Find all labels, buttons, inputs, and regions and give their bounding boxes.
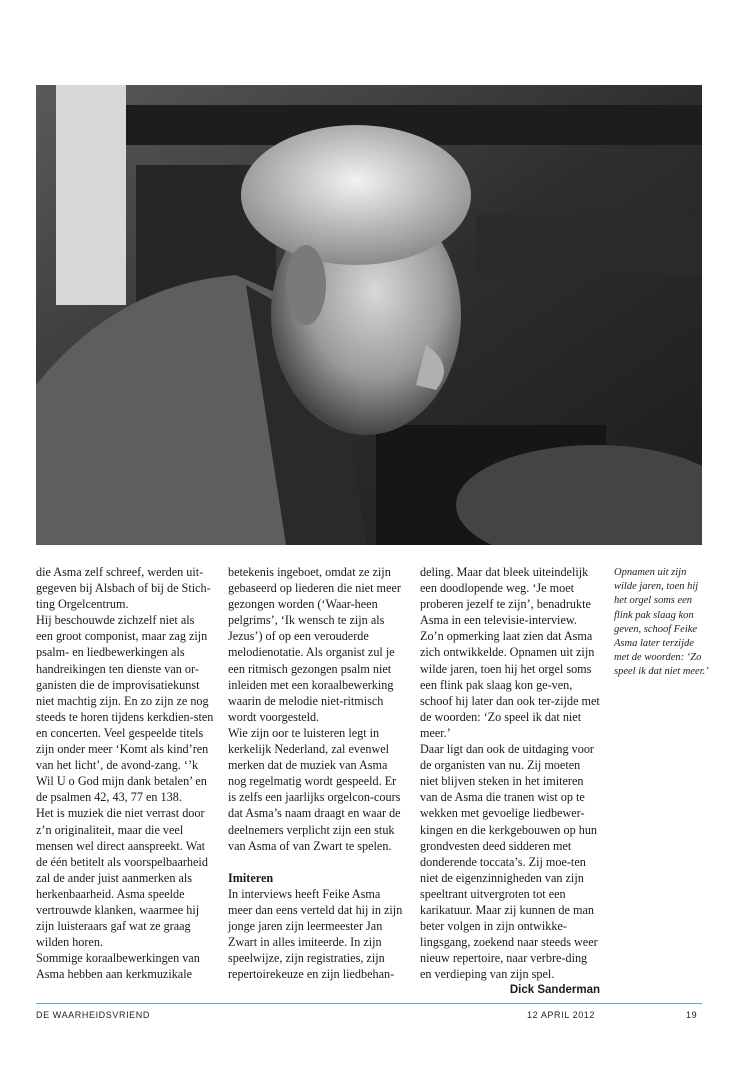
paragraph: In interviews heeft Feike Asma meer dan eens verteld dat hij in zijn jonge jaren zijn leermeester Jan Zwart in alles imiteerde. In zijn speelwijze, zijn registraties, zijn repertoirekeuze en zijn liedbehan- [228, 886, 403, 982]
article-column-3 [420, 564, 600, 999]
footer-date: 12 APRIL 2012 [527, 1010, 596, 1020]
paragraph: die Asma zelf schreef, werden uit-gegeven bij Alsbach of bij de Stich-ting Orgelcentrum. [36, 565, 211, 612]
footer-rule [36, 1003, 702, 1004]
article-column-1 [36, 564, 214, 982]
photo-caption: Opnamen uit zijn wilde jaren, toen hij het orgel soms een flink pak slaag kon geven, schoof Feike Asma later terzijde met de woorden: ‘Zo speel ik dat niet meer.’ [614, 567, 709, 678]
portrait-photo [36, 85, 702, 545]
paragraph: Hij beschouwde zichzelf niet als een groot componist, maar zag zijn psalm- en liedbewerkingen als handreikingen ten dienste van or-ganisten die de improvisatiekunst niet machtig zijn. En zo zijn ze nog steeds te horen tijdens kerkdien-sten en concerten. Veel gespeelde titels zijn onder meer ‘Komt als kind’ren van het licht’, de avond-zang. ‘’k Wil U o God mijn dank betalen’ en de psalmen 42, 43, 77 en 138. [36, 613, 214, 805]
article-column-2 [228, 564, 406, 982]
footer-publication: DE WAARHEIDSVRIEND [36, 1010, 150, 1020]
author-byline: Dick Sanderman [509, 984, 600, 997]
portrait-photo-icon [36, 85, 702, 545]
section-heading: Imiteren [228, 870, 274, 885]
paragraph: Het is muziek die niet verrast door z’n originaliteit, maar die veel mensen wel direct aanspreekt. Wat de één betitelt als voorspelbaarheid zal de ander juist aanmerken als herkenbaarheid. Asma speelde vertrouwde klanken, waarmee hij zijn luisteraars gaf wat ze graag wilden horen. [36, 806, 208, 950]
paragraph: Wie zijn oor te luisteren legt in kerkelijk Nederland, zal evenwel merken dat de muziek van Asma nog regelmatig wordt gespeeld. Er is zelfs een jaarlijks orgelcon-cours dat Asma’s naam draagt en waar de deelnemers verplicht zijn een stuk van Asma of van Zwart te spelen. [228, 725, 401, 853]
paragraph: Daar ligt dan ook de uitdaging voor de organisten van nu. Zij moeten niet blijven steken in het imiteren van de Asma die tranen wist op te wekken met gevoelige liedbewer-kingen en die kerkgebouwen op hun grondvesten deed sidderen met donderende toccata’s. Zij moe-ten niet de eigenzinnigheden van zijn speeltrant uitvergroten tot een karikatuur. Maar zij kunnen de man beter volgen in zijn ontwikke-lingsgang, zoekend naar steeds weer nieuw repertoire, naar verbre-ding en verdieping van zijn spel. [420, 742, 598, 982]
paragraph: betekenis ingeboet, omdat ze zijn gebaseerd op liederen die niet meer gezongen worden (‘Waar-heen pelgrims’, ‘Ik wensch te zijn als Jezus’) of op een verouderde melodienotatie. Als organist zul je een ritmisch gezongen psalm niet inleiden met een koraalbewerking waarin de melodie niet-ritmisch wordt voorgesteld. [228, 565, 401, 724]
paragraph: Sommige koraalbewerkingen van Asma hebben aan kerkmuzikale [36, 951, 200, 982]
page-number: 19 [686, 1010, 698, 1020]
paragraph: deling. Maar dat bleek uiteindelijk een doodlopende weg. ‘Je moet proberen jezelf te zijn’, benadrukte Asma in een televisie-interview. Zo’n opmerking laat zien dat Asma zich ontwikkelde. Opnamen uit zijn wilde jaren, toen hij het orgel soms een flink pak slaag kon ge-ven, schoof hij later dan ook ter-zijde met de woorden: ‘Zo speel ik dat niet meer.’ [420, 565, 600, 740]
